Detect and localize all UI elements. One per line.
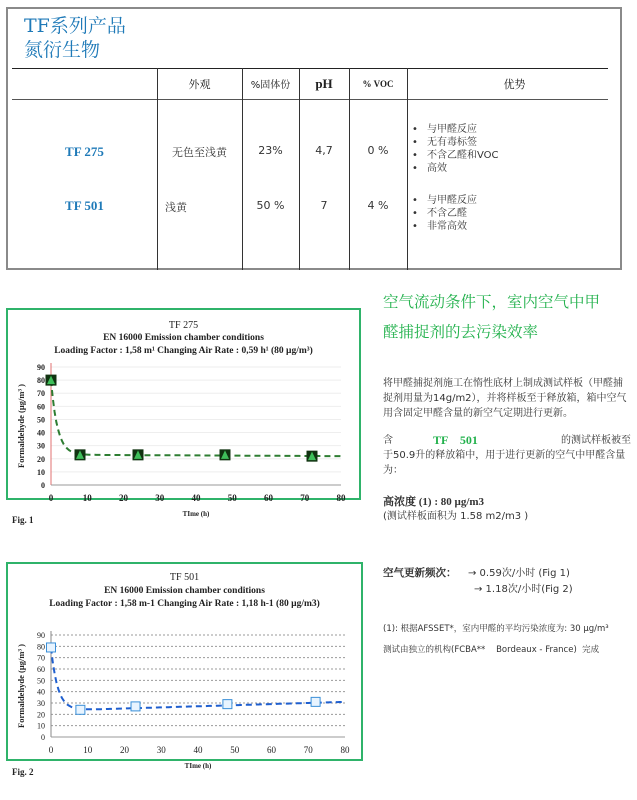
y-tick-label: 60 (37, 402, 45, 412)
x-tick-label: 0 (48, 745, 54, 755)
advantage-item: • 无有毒标签 (410, 136, 499, 149)
x-tick-label: 70 (303, 745, 313, 755)
ph-value: 4,7 (315, 144, 333, 157)
column-header-solids: %固体份 (250, 80, 291, 91)
advantage-item: • 不含乙醛和VOC (410, 149, 499, 162)
y-tick-label: 10 (37, 467, 45, 477)
test-paragraph-prefix: 含 (383, 435, 393, 446)
x-tick-label: 30 (155, 493, 165, 503)
test-paragraph-rest: 于50.9升的释放箱中，用于进行更新的空气中甲醛含量为： (383, 450, 626, 476)
y-tick-label: 70 (37, 653, 45, 663)
ph-value: 7 (320, 199, 328, 212)
air-rate-label: 空气更新频次： (383, 567, 457, 579)
y-tick-label: 60 (37, 665, 45, 674)
y-tick-label: 70 (37, 389, 45, 399)
y-tick-label: 0 (41, 733, 45, 742)
section-heading (383, 287, 631, 347)
appearance-value: 无色至浅黄 (172, 146, 227, 159)
title-line-2: 氮衍生物 (24, 39, 101, 61)
test-paragraph (383, 433, 631, 478)
x-tick-label: 70 (300, 493, 310, 503)
method-paragraph: 将甲醛捕捉剂施工在惰性底材上制成测试样板（甲醛捕捉剂用量为14g/m2），并将样板至于释放箱，箱中空气用含固定甲醛含量的新空气定期进行更新。 (383, 378, 627, 419)
x-tick-label: 10 (83, 745, 93, 755)
footnote-afsset: (1): 根据AFSSET*，室内甲醛的平均污染浓度为: 30 µg/m³ (383, 624, 609, 634)
x-tick-label: 50 (230, 745, 240, 755)
y-tick-label: 20 (37, 454, 45, 464)
y-tick-label: 90 (37, 631, 45, 640)
y-tick-label: 80 (37, 376, 45, 386)
advantages-list (410, 194, 477, 233)
section-heading-line: 空气流动条件下，室内空气中甲 (383, 293, 601, 311)
x-tick-label: 30 (156, 745, 166, 755)
solids-value: 23% (258, 144, 283, 157)
voc-value: 0 % (367, 144, 389, 157)
concentration-note: (测试样板面积为 1.58 m2/m3 ) (383, 511, 529, 522)
y-tick-label: 20 (37, 710, 45, 720)
x-tick-label: 60 (267, 745, 276, 755)
x-tick-label: 40 (191, 493, 201, 503)
column-header-voc: % VOC (362, 78, 394, 89)
x-tick-label: 80 (340, 745, 350, 755)
advantage-item: • 非常高效 (410, 220, 477, 233)
x-tick-label: 50 (227, 493, 237, 503)
y-tick-label: 50 (37, 676, 45, 686)
title-line-1: TF系列产品 (24, 15, 126, 37)
advantage-item: • 与甲醛反应 (410, 123, 499, 136)
trend-line (51, 380, 341, 456)
column-header-appearance: 外观 (188, 77, 211, 91)
data-point-marker (47, 643, 56, 652)
y-tick-label: 10 (37, 721, 45, 731)
y-tick-label: 40 (37, 428, 45, 438)
x-tick-label: 10 (82, 493, 92, 503)
y-tick-label: 0 (41, 481, 45, 490)
chart-title: TF 501 (169, 572, 200, 583)
footnote-fcba: 测试由独立的机构(FCBA** Bordeaux - France) 完成 (383, 645, 600, 655)
appearance-value: 浅黄 (165, 201, 187, 214)
advantage-item: • 与甲醛反应 (410, 194, 477, 207)
chart-subtitle: Loading Factor : 1,58 m-1 Changing Air Rate : 1,18 h-1 (80 µg/m3) (49, 599, 320, 609)
voc-value: 4 % (367, 199, 389, 212)
x-tick-label: 40 (193, 745, 203, 755)
advantage-item: • 高效 (410, 162, 499, 175)
column-header-ph: pH (315, 75, 333, 91)
chart-subtitle: EN 16000 Emission chamber conditions (103, 333, 264, 343)
x-tick-label: 20 (119, 493, 128, 503)
data-point-marker (223, 700, 232, 709)
air-rate-fig2: → 1.18次/小时(Fig 2) (474, 584, 573, 595)
chart-fig1 (0, 300, 370, 525)
product-name: TF 275 (65, 144, 104, 159)
x-tick-label: 20 (120, 745, 129, 755)
x-tick-label: 60 (264, 493, 273, 503)
chart-subtitle: EN 16000 Emission chamber conditions (104, 586, 265, 596)
section-heading-line: 醛捕捉剂的去污染效率 (383, 323, 539, 341)
y-tick-label: 40 (37, 687, 45, 697)
y-tick-label: 80 (37, 642, 45, 652)
column-header-advantages: 优势 (503, 77, 526, 91)
y-axis-label: Formaldehyde (µg/m³ ) (16, 384, 26, 468)
table-header-bottom-rule (12, 99, 608, 100)
chart-subtitle: Loading Factor : 1,58 m¹ Changing Air Rate : 0,59 h¹ (80 µg/m³) (54, 346, 313, 356)
y-axis-label: Formaldehyde (µg/m³ ) (16, 644, 26, 728)
advantages-list (410, 123, 499, 175)
y-tick-label: 30 (37, 441, 45, 451)
air-rate-fig1: → 0.59次/小时 (Fig 1) (468, 568, 570, 579)
data-point-marker (311, 697, 320, 706)
x-tick-label: 0 (48, 493, 54, 503)
advantage-item: • 不含乙醛 (410, 207, 477, 220)
test-paragraph-suffix: 的测试样板被至 (561, 435, 631, 446)
solids-value: 50 % (256, 199, 285, 212)
figure-label: Fig. 2 (12, 767, 34, 777)
data-point-marker (131, 702, 140, 711)
product-name: TF 501 (65, 198, 104, 213)
y-tick-label: 30 (37, 699, 45, 708)
y-tick-label: 90 (37, 363, 45, 372)
concentration-label: 高浓度 (1) : 80 µg/m3 (383, 496, 485, 508)
x-axis-label: TIme (h) (182, 510, 210, 518)
y-tick-label: 50 (37, 415, 45, 425)
figure-label: Fig. 1 (12, 515, 34, 525)
chart-title: TF 275 (168, 320, 199, 331)
x-tick-label: 80 (336, 493, 346, 503)
x-axis-label: TIme (h) (184, 762, 212, 770)
data-point-marker (76, 705, 85, 714)
test-product-name: TF 501 (433, 433, 478, 447)
trend-line (51, 648, 345, 710)
chart-fig2 (0, 620, 370, 777)
page-title (24, 14, 126, 62)
